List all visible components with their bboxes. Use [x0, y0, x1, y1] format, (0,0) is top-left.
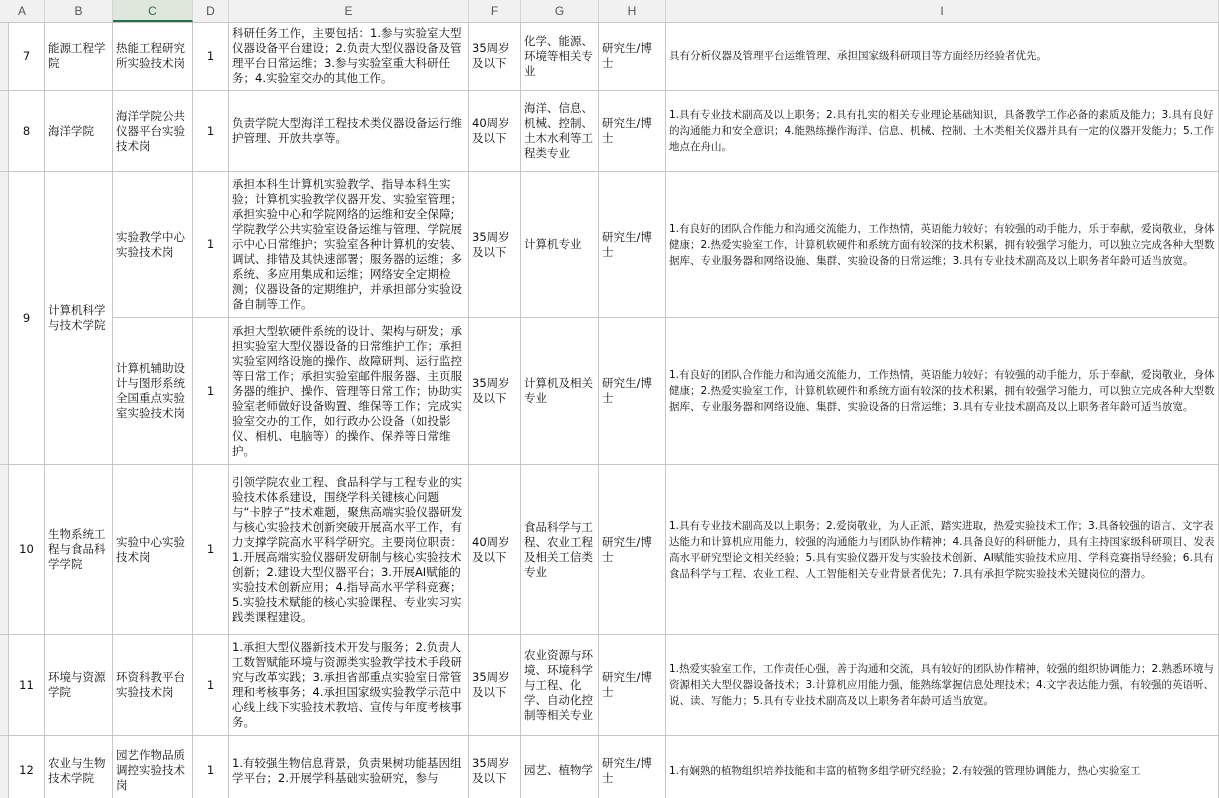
post-duty-cell-text: 承担本科生计算机实验教学、指导本科生实验；计算机实验教学仪器开发、实验室管理；承担实验中心和学院网络的运维和安全保障;学院教学公共实验室设备运维与管理、学院展示中心日常维护；实验室各种计算机的安装、调试、排错及其快速部署；服务器的运维；多系统、多应用集成和运维；网络安全定期检测；仪器设备的定期维护，并承担部分实验设备自制等工作。 — [232, 177, 462, 311]
post-req-cell[interactable] — [666, 736, 1219, 798]
post-req-cell[interactable] — [666, 635, 1219, 736]
post-name-cell[interactable] — [113, 635, 193, 736]
post-age-cell-text: 40周岁及以下 — [472, 534, 510, 564]
unit-cell[interactable] — [45, 22, 113, 91]
serial-number-cell[interactable] — [9, 22, 45, 91]
post-name-cell-text: 热能工程研究所实验技术岗 — [116, 41, 185, 70]
post-req-cell[interactable] — [666, 91, 1219, 172]
post-duty-cell[interactable] — [229, 318, 469, 465]
post-count-cell-text: 1 — [206, 48, 215, 63]
post-count-cell[interactable] — [193, 635, 229, 736]
post-edu-cell[interactable] — [599, 91, 666, 172]
post-count-cell-text: 1 — [206, 763, 215, 777]
post-req-cell[interactable] — [666, 318, 1219, 465]
row-gutter — [0, 635, 9, 736]
unit-cell[interactable] — [45, 465, 113, 635]
post-name-cell[interactable] — [113, 22, 193, 91]
post-count-cell-text: 1 — [206, 123, 215, 138]
post-major-cell[interactable] — [521, 22, 599, 91]
post-count-cell[interactable] — [193, 91, 229, 172]
column-header-d[interactable]: D — [193, 0, 229, 22]
post-name-cell-text: 实验中心实验技术岗 — [116, 534, 185, 564]
post-major-cell[interactable] — [521, 635, 599, 736]
post-name-cell-text: 环资科教平台实验技术岗 — [116, 670, 185, 699]
column-header-i[interactable]: I — [666, 0, 1219, 22]
post-count-cell[interactable] — [193, 318, 229, 465]
serial-number-cell[interactable] — [9, 736, 45, 798]
post-count-cell[interactable] — [193, 172, 229, 318]
post-req-cell[interactable] — [666, 172, 1219, 318]
post-age-cell-text: 35周岁及以下 — [472, 41, 510, 70]
post-name-cell[interactable] — [113, 736, 193, 798]
post-age-cell[interactable] — [469, 172, 521, 318]
post-req-cell[interactable] — [666, 465, 1219, 635]
post-edu-cell-text: 研究生/博士 — [602, 229, 652, 259]
post-age-cell-text: 35周岁及以下 — [472, 229, 510, 259]
post-name-cell-text: 计算机辅助设计与图形系统全国重点实验室实验技术岗 — [116, 361, 185, 420]
post-duty-cell-text: 引领学院农业工程、食品科学与工程专业的实验技术体系建设，围绕学科关键核心问题与“卡脖子”技术难题，聚焦高端实验仪器研发与核心实验技术创新突破开展高水平工作，有力支撑学院高水平科学研究。主要岗位职责：1.开展高端实验仪器研发研制与核心实验技术创新；2.建设大型仪器平台；3.开展AI赋能的实验技术创新应用；4.指导高水平学科竞赛；5.实验技术赋能的核心实验课程、专业实习实践类课程建设。 — [232, 474, 463, 624]
post-name-cell[interactable] — [113, 318, 193, 465]
post-edu-cell-text: 研究生/博士 — [602, 534, 652, 564]
post-edu-cell-text: 研究生/博士 — [602, 376, 652, 405]
post-age-cell[interactable] — [469, 635, 521, 736]
serial-number-cell-text: 8 — [22, 123, 31, 138]
post-req-cell-text: 1.具有专业技术副高及以上职务；2.爱岗敬业，为人正派，踏实进取，热爱实验技术工作；3.具备较强的语言、文字表达能力和计算机应用能力，较强的沟通能力与团队协作精神；4.具备良好的科研能力，具有主持国家级科研项目、发表高水平研究型论文相关经验；5.具有实验仪器开发与实验技术创新、AI赋能实验技术应用、学科竞赛指导经验；6.具有食品科学与工程、农业工程、人工智能相关专业背景者优先；7.具有承担学院实验技术关键岗位的潜力。 — [669, 519, 1215, 580]
unit-cell-text: 计算机科学与技术学院 — [48, 303, 106, 332]
post-major-cell-text: 海洋、信息、机械、控制、土木水利等工程类专业 — [524, 101, 593, 160]
post-major-cell-text: 计算机及相关专业 — [524, 376, 593, 405]
post-req-cell-text: 1.有良好的团队合作能力和沟通交流能力，工作热情，英语能力较好；有较强的动手能力，乐于奉献，爱岗敬业，身体健康；2.热爱实验室工作，计算机软硬件和系统方面有较深的技术积累，拥有较强学习能力，可以独立完成各种大型数据库、专业服务器和网络设施、集群、实验设备的日常运维；3.具有专业技术副高及以上职务者年龄可适当放宽。 — [669, 369, 1215, 413]
post-age-cell[interactable] — [469, 91, 521, 172]
post-count-cell-text: 1 — [206, 542, 215, 556]
column-header-bar — [0, 0, 1219, 23]
unit-cell-text: 能源工程学院 — [48, 41, 106, 70]
serial-number-cell[interactable] — [9, 172, 45, 465]
post-edu-cell[interactable] — [599, 465, 666, 635]
column-header-c[interactable]: C — [113, 0, 193, 22]
post-age-cell-text: 35周岁及以下 — [472, 376, 510, 405]
post-count-cell[interactable] — [193, 736, 229, 798]
post-age-cell-text: 35周岁及以下 — [472, 755, 510, 785]
post-count-cell[interactable] — [193, 465, 229, 635]
unit-cell-text: 生物系统工程与食品科学学院 — [48, 527, 106, 571]
post-duty-cell-text: 承担大型软硬件系统的设计、架构与研发；承担实验室大型仪器设备的日常维护工作；承担实验室网络设施的操作、故障研判、运行监控等日常工作；承担实验室邮件服务器、主页服务器的维护、操作、管理等日常工作；协助实验室老师做好设备购置、维保等工作；完成实验室交办的工作，如行政办公设备（如投影仪、相机、电脑等）的操作、保养等日常维护。 — [232, 323, 462, 458]
post-major-cell[interactable] — [521, 736, 599, 798]
post-count-cell-text: 1 — [206, 237, 215, 251]
post-major-cell-text: 食品科学与工程、农业工程及相关工信类专业 — [524, 519, 593, 579]
post-name-cell-text: 实验教学中心实验技术岗 — [116, 229, 185, 259]
post-duty-cell[interactable] — [229, 736, 469, 798]
column-header-h[interactable]: H — [599, 0, 666, 22]
post-name-cell-text: 海洋学院公共仪器平台实验技术岗 — [116, 108, 185, 153]
row-gutter — [0, 465, 9, 635]
post-req-cell-text: 具有分析仪器及管理平台运维管理、承担国家级科研项目等方面经历经验者优先。 — [669, 50, 1047, 62]
post-name-cell[interactable] — [113, 91, 193, 172]
post-major-cell-text: 园艺、植物学 — [524, 763, 593, 777]
post-edu-cell-text: 研究生/博士 — [602, 41, 652, 70]
post-req-cell-text: 1.热爱实验室工作，工作责任心强，善于沟通和交流，具有较好的团队协作精神，较强的组织协调能力；2.熟悉环境与资源相关大型仪器设备技术；3.计算机应用能力强，能熟练掌握信息处理技术；4.文字表达能力强，有较强的英语听、说、读、写能力；5.具有专业技术副高及以上职务者年龄可适当放宽。 — [669, 663, 1215, 707]
post-edu-cell-text: 研究生/博士 — [602, 755, 652, 785]
post-age-cell[interactable] — [469, 318, 521, 465]
post-major-cell[interactable] — [521, 172, 599, 318]
post-age-cell-text: 40周岁及以下 — [472, 116, 510, 145]
serial-number-cell[interactable] — [9, 91, 45, 172]
post-age-cell[interactable] — [469, 22, 521, 91]
unit-cell-text: 环境与资源学院 — [48, 670, 106, 699]
unit-cell-text: 海洋学院 — [48, 123, 94, 138]
post-major-cell-text: 化学、能源、环境等相关专业 — [524, 33, 593, 78]
post-duty-cell-text: 1.承担大型仪器新技术开发与服务；2.负责人工数智赋能环境与资源类实验教学技术手段研究与改革实践；3.承担省部重点实验室日常管理和考核事务；4.承担国家级实验教学示范中心线上线下实验技术教培、宣传与年度考核事务。 — [232, 640, 462, 729]
post-name-cell-text: 园艺作物品质调控实验技术岗 — [116, 748, 185, 792]
post-req-cell-text: 1.有良好的团队合作能力和沟通交流能力，工作热情，英语能力较好；有较强的动手能力，乐于奉献，爱岗敬业，身体健康；2.热爱实验室工作，计算机软硬件和系统方面有较深的技术积累，拥有较强学习能力，可以独立完成各种大型数据库、专业服务器和网络设施、集群、实验设备的日常运维；3.具有专业技术副高及以上职务者年龄可适当放宽。 — [669, 222, 1215, 267]
post-duty-cell-text: 负责学院大型海洋工程技术类仪器设备运行维护管理、开放共享等。 — [232, 116, 462, 145]
serial-number-cell-text: 12 — [19, 763, 34, 777]
post-major-cell[interactable] — [521, 465, 599, 635]
post-edu-cell-text: 研究生/博士 — [602, 670, 652, 699]
column-header-b[interactable]: B — [45, 0, 113, 22]
row-gutter — [0, 22, 9, 91]
post-count-cell-text: 1 — [206, 383, 215, 398]
post-duty-cell[interactable] — [229, 91, 469, 172]
column-header-a[interactable]: A — [0, 0, 45, 22]
column-header-f[interactable]: F — [469, 0, 521, 22]
post-duty-cell-text: 科研任务工作，主要包括：1.参与实验室大型仪器设备平台建设；2.负责大型仪器设备及管理平台日常运维；3.参与实验室重大科研任务；4.实验室交办的其他工作。 — [232, 26, 462, 85]
post-edu-cell[interactable] — [599, 22, 666, 91]
post-age-cell-text: 35周岁及以下 — [472, 670, 510, 699]
post-count-cell-text: 1 — [206, 677, 215, 692]
row-gutter — [0, 172, 9, 465]
post-age-cell[interactable] — [469, 736, 521, 798]
unit-cell-text: 农业与生物技术学院 — [48, 755, 106, 785]
unit-cell[interactable] — [45, 91, 113, 172]
post-major-cell-text: 计算机专业 — [524, 237, 582, 251]
unit-cell[interactable] — [45, 736, 113, 798]
serial-number-cell[interactable] — [9, 465, 45, 635]
post-edu-cell[interactable] — [599, 736, 666, 798]
serial-number-cell-text: 10 — [19, 542, 34, 556]
serial-number-cell-text: 11 — [19, 677, 34, 692]
serial-number-cell[interactable] — [9, 635, 45, 736]
unit-cell[interactable] — [45, 172, 113, 465]
post-duty-cell[interactable] — [229, 172, 469, 318]
post-edu-cell[interactable] — [599, 318, 666, 465]
post-req-cell[interactable] — [666, 22, 1219, 91]
post-age-cell[interactable] — [469, 465, 521, 635]
column-header-g[interactable]: G — [521, 0, 599, 22]
post-duty-cell[interactable] — [229, 465, 469, 635]
post-edu-cell-text: 研究生/博士 — [602, 116, 652, 145]
unit-cell[interactable] — [45, 635, 113, 736]
post-duty-cell[interactable] — [229, 635, 469, 736]
row-gutter — [0, 91, 9, 172]
post-name-cell[interactable] — [113, 172, 193, 318]
post-major-cell[interactable] — [521, 318, 599, 465]
serial-number-cell-text: 7 — [22, 48, 31, 63]
post-duty-cell[interactable] — [229, 22, 469, 91]
spreadsheet-grid — [0, 22, 1219, 798]
post-edu-cell[interactable] — [599, 172, 666, 318]
post-req-cell-text: 1.有娴熟的植物组织培养技能和丰富的植物多组学研究经验；2.有较强的管理协调能力，热心实验室工 — [669, 764, 1141, 777]
post-edu-cell[interactable] — [599, 635, 666, 736]
column-header-e[interactable]: E — [229, 0, 469, 22]
post-major-cell-text: 农业资源与环境、环境科学与工程、化学、自动化控制等相关专业 — [524, 647, 593, 722]
serial-number-cell-text: 9 — [22, 310, 31, 325]
post-name-cell[interactable] — [113, 465, 193, 635]
post-duty-cell-text: 1.有较强生物信息背景，负责果树功能基因组学平台；2.开展学科基础实验研究，参与 — [232, 755, 462, 785]
post-req-cell-text: 1.具有专业技术副高及以上职务；2.具有扎实的相关专业理论基础知识，具备教学工作必备的素质及能力；3.具有良好的沟通能力和安全意识；4.能熟练操作海洋、信息、机械、控制、土木类相关仪器并具有一定的仪器开发能力；5.工作地点在舟山。 — [669, 109, 1215, 153]
post-count-cell[interactable] — [193, 22, 229, 91]
row-gutter — [0, 736, 9, 798]
post-major-cell[interactable] — [521, 91, 599, 172]
